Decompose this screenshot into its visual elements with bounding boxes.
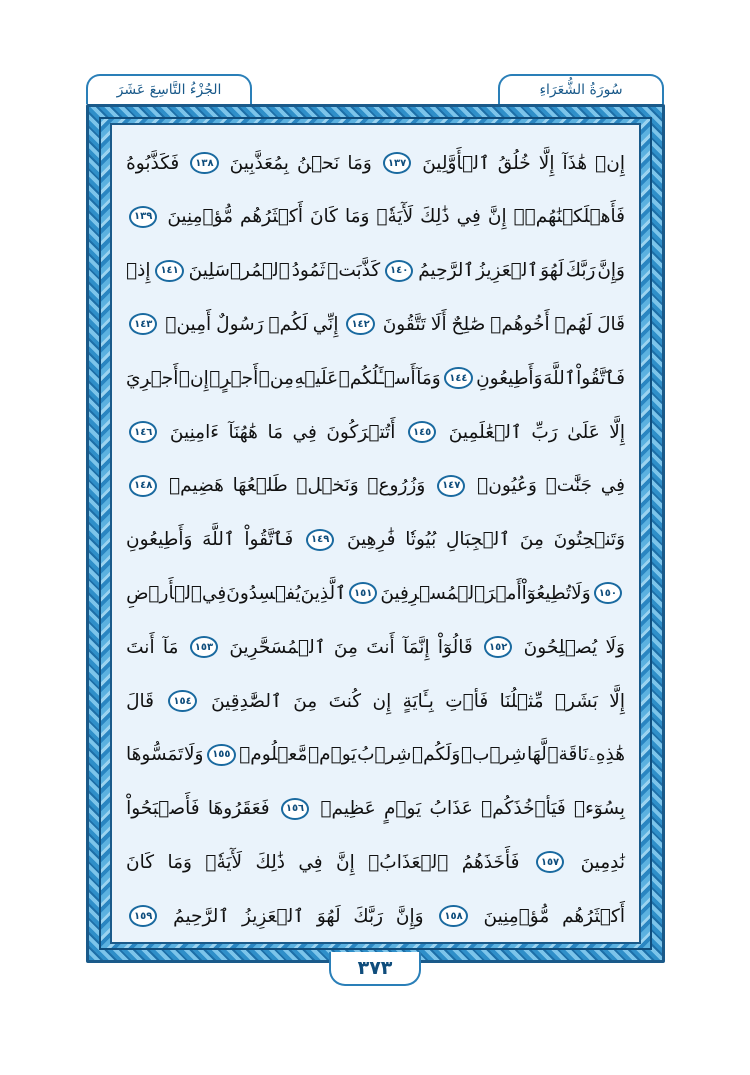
verse-word: مَّعۡلُومٖ xyxy=(239,744,308,766)
verse-word: قَالَ xyxy=(126,690,154,712)
verse-word: قَالَ xyxy=(597,313,625,335)
verse-word: يَوۡمٍ xyxy=(383,798,422,820)
verse-word: ٱلۡعَزِيزُ xyxy=(476,260,539,282)
verse-line xyxy=(112,681,639,721)
verse-word: نَاقَةٞ xyxy=(547,744,589,766)
verse-word: جَنَّٰتٖ xyxy=(545,475,592,497)
verse-word: ٱلۡجِبَالِ xyxy=(445,529,511,551)
verse-line xyxy=(112,896,639,936)
verse-word: فَأَصۡبَحُواْ xyxy=(126,798,200,820)
verse-word: نَٰدِمِينَ xyxy=(580,851,625,873)
verse-word: هَٰهُنَآ xyxy=(228,421,258,443)
verse-word: بِـَٔايَةٍ xyxy=(402,690,434,712)
verse-word: شِرۡبٞ xyxy=(460,744,527,766)
verse-word: وَمَا xyxy=(167,851,192,873)
verse-word: إِنِّي xyxy=(312,313,339,335)
verse-word: رَبَّكَ xyxy=(565,260,596,282)
page-number-badge xyxy=(329,952,421,986)
juz-name: الجُزْءُ التَّاسِعَ عَشَرَ xyxy=(116,82,222,98)
verse-line xyxy=(112,143,639,183)
page-number: ٣٧٣ xyxy=(357,957,393,979)
verse-word: أَنتَ xyxy=(126,636,155,658)
verse-word: عَظِيمٖ xyxy=(320,798,376,820)
verse-word: فَأۡتِ xyxy=(445,690,489,712)
verse-word: عَلَىٰ xyxy=(567,421,600,443)
verse-word: مَا xyxy=(267,421,284,443)
ayah-number-marker: ١٤١ xyxy=(155,260,183,282)
ayah-number-marker: ١٥٢ xyxy=(484,636,512,658)
verse-word: فَأَهۡلَكۡنَٰهُمۡۚ xyxy=(513,206,625,228)
verse-word: كَانَ xyxy=(309,206,338,228)
verse-line xyxy=(112,304,639,344)
ayah-number-marker: ١٤٨ xyxy=(129,475,157,497)
verse-word: مِنَ xyxy=(293,690,318,712)
verse-word: لَهُمۡ xyxy=(554,313,593,335)
verse-word: ٱلۡمُسۡرِفِينَ xyxy=(380,582,486,604)
verse-word: وَتَنۡحِتُونَ xyxy=(553,529,625,551)
verse-word: أَكۡثَرُهُم xyxy=(562,905,625,927)
verse-word: لَكُمۡ xyxy=(268,313,308,335)
verse-word: أَسۡـَٔلُكُمۡ xyxy=(338,367,416,389)
verse-word: أَكۡثَرُهُم xyxy=(240,206,303,228)
verse-word: لَهُوَ xyxy=(316,905,341,927)
verse-word: مَآ xyxy=(162,636,179,658)
ayah-number-marker: ١٥٦ xyxy=(281,798,309,820)
verse-word: ٱلۡمُرۡسَلِينَ xyxy=(188,260,290,282)
verse-word: إِلَّا xyxy=(609,690,625,712)
verse-word: ٱلرَّحِيمُ xyxy=(418,260,475,282)
verse-word: إِنۡ xyxy=(595,152,625,174)
verse-word: وَإِنَّ xyxy=(597,260,625,282)
verse-word: رَبَّكَ xyxy=(353,905,384,927)
verse-word: لَّهَا xyxy=(526,744,547,766)
verse-word: عَذَابُ xyxy=(429,798,473,820)
page-ornamental-border xyxy=(86,104,665,963)
verse-word: فَعَقَرُوهَا xyxy=(207,798,270,820)
verse-word: هَٰذَآ xyxy=(562,152,588,174)
verse-word: فِي xyxy=(201,582,227,604)
verse-word: إِلَّا xyxy=(609,421,625,443)
ayah-number-marker: ١٤٤ xyxy=(444,367,472,389)
verse-word: وَلَكُمۡ xyxy=(412,744,461,766)
verse-word: ثَمُودُ xyxy=(291,260,326,282)
verse-word: قَالُوٓاْ xyxy=(437,636,473,658)
verse-word: إِنَّ xyxy=(487,206,507,228)
verse-word: بَشَرٞ xyxy=(554,690,598,712)
verse-word: فِي xyxy=(600,475,625,497)
verse-word: أَلَا xyxy=(430,313,447,335)
verse-word: يَوۡمٖ xyxy=(308,744,357,766)
verse-word: ٱلۡأَرۡضِ xyxy=(126,582,202,604)
verse-line xyxy=(112,466,639,506)
verse-word: شِرۡبُ xyxy=(357,744,412,766)
verse-word: عَلَيۡهِ xyxy=(294,367,339,389)
verse-word: فَكَذَّبُوهُ xyxy=(126,152,180,174)
verse-word: فَأَخَذَهُمُ xyxy=(461,851,520,873)
ayah-number-marker: ١٤٧ xyxy=(437,475,465,497)
ayah-number-marker: ١٤٦ xyxy=(129,421,157,443)
verse-line xyxy=(112,573,639,613)
verse-word: أَمِينٞ xyxy=(165,313,212,335)
verse-word: ٱلرَّحِيمُ xyxy=(173,905,230,927)
verse-word: ٱللَّهَ xyxy=(543,367,576,389)
verse-word: ٱللَّهَ xyxy=(202,529,235,551)
ayah-number-marker: ١٤٥ xyxy=(408,421,436,443)
ayah-number-marker: ١٥٤ xyxy=(168,690,196,712)
verse-word: مِنَ xyxy=(333,636,358,658)
verse-word: كَانَ xyxy=(126,851,155,873)
verse-word: إِذۡ xyxy=(126,260,151,282)
verse-word: إِنَّمَآ xyxy=(402,636,430,658)
verse-word: لَهُوَ xyxy=(540,260,564,282)
verse-word: تَتَّقُونَ xyxy=(382,313,426,335)
verse-word: أَجۡرِيَ xyxy=(126,367,179,389)
ayah-number-marker: ١٥٧ xyxy=(536,851,564,873)
verse-word: ذَٰلِكَ xyxy=(255,851,285,873)
verse-word: فِي xyxy=(292,421,317,443)
text-panel xyxy=(110,123,641,944)
ayah-number-marker: ١٣٧ xyxy=(383,152,411,174)
surah-name: سُورَةُ الشُّعَرَاءِ xyxy=(539,82,623,98)
verse-word: فَيَأۡخُذَكُمۡ xyxy=(481,798,566,820)
verse-word: وَلَا xyxy=(184,744,204,766)
ayah-number-marker: ١٣٩ xyxy=(129,206,157,228)
ayah-number-marker: ١٥٥ xyxy=(207,744,235,766)
verse-word: بِسُوٓءٖ xyxy=(573,798,625,820)
verse-word: كُنتَ xyxy=(328,690,362,712)
verse-word: وَعُيُونٖ xyxy=(477,475,537,497)
ayah-number-marker: ١٥٨ xyxy=(439,905,467,927)
ayah-number-marker: ١٥٣ xyxy=(190,636,218,658)
verse-word: فِي xyxy=(298,851,323,873)
ayah-number-marker: ١٤٠ xyxy=(385,260,413,282)
verse-word: طَلۡعُهَا xyxy=(232,475,288,497)
verse-word: وَنَخۡلٖ xyxy=(296,475,359,497)
verse-word: رَبِّ xyxy=(531,421,558,443)
verse-word: تَمَسُّوهَا xyxy=(126,744,184,766)
verse-word: وَأَطِيعُونِ xyxy=(476,367,543,389)
verse-word: فَٱتَّقُواْ xyxy=(244,529,294,551)
verse-word: ٱلۡأَوَّلِينَ xyxy=(422,152,490,174)
verse-word: هَضِيمٞ xyxy=(169,475,224,497)
verse-word: كَذَّبَتۡ xyxy=(327,260,381,282)
verse-word: ٱلَّذِينَ xyxy=(300,582,347,604)
ayah-number-marker: ١٥٠ xyxy=(594,582,622,604)
verse-line xyxy=(112,197,639,237)
verse-line xyxy=(112,627,639,667)
verse-word: لَأٓيَةٗۖ xyxy=(376,206,414,228)
ayah-number-marker: ١٤٩ xyxy=(306,529,334,551)
verse-word: مِنَ xyxy=(519,529,544,551)
verse-word: ٱلصَّٰدِقِينَ xyxy=(211,690,282,712)
verse-word: إِنَّ xyxy=(336,851,355,873)
verse-word: يُصۡلِحُونَ xyxy=(523,636,598,658)
ayah-number-marker: ١٥١ xyxy=(349,582,377,604)
ayah-number-marker: ١٥٩ xyxy=(129,905,157,927)
verse-word: أَخُوهُمۡ xyxy=(490,313,550,335)
verse-word: رَسُولٌ xyxy=(216,313,264,335)
verse-line xyxy=(112,358,639,398)
verse-word: صَٰلِحٌ xyxy=(451,313,486,335)
verse-word: يُفۡسِدُونَ xyxy=(226,582,301,604)
verse-word: وَمَا xyxy=(347,152,372,174)
verse-word: أَتُتۡرَكُونَ xyxy=(326,421,396,443)
verse-word: ٱلۡمُسَحَّرِينَ xyxy=(229,636,326,658)
verse-word: لَأٓيَةٗۖ xyxy=(205,851,243,873)
verse-word: فِي xyxy=(456,206,481,228)
verse-word: وَأَطِيعُونِ xyxy=(126,529,193,551)
verse-word: مِّثۡلُنَا xyxy=(499,690,544,712)
verse-word: فَٰرِهِينَ xyxy=(347,529,396,551)
verse-word: مُّؤۡمِنِينَ xyxy=(167,206,234,228)
verse-word: وَمَا xyxy=(344,206,370,228)
verse-line xyxy=(112,789,639,829)
verse-word: أَنتَ xyxy=(366,636,395,658)
verse-word: ٱلۡعَذَابُۚ xyxy=(368,851,449,873)
verse-word: ذَٰلِكَ xyxy=(420,206,450,228)
verse-word: مِنۡ xyxy=(258,367,294,389)
verse-word: أَمۡرَ xyxy=(485,582,522,604)
verse-word: تُطِيعُوٓاْ xyxy=(521,582,572,604)
ayah-number-marker: ١٤٢ xyxy=(346,313,374,335)
verse-word: إِنۡ xyxy=(178,367,209,389)
verse-line xyxy=(112,412,639,452)
ayah-number-marker: ١٤٣ xyxy=(129,313,157,335)
verse-word: فَٱتَّقُواْ xyxy=(576,367,625,389)
verse-word: خُلُقُ xyxy=(497,152,531,174)
verse-word: أَجۡرٍۖ xyxy=(209,367,259,389)
verse-word: ءَامِنِينَ xyxy=(169,421,219,443)
verse-word: هَٰذِهِۦ xyxy=(588,744,625,766)
verse-word: إِلَّا xyxy=(538,152,555,174)
surah-name-header xyxy=(498,74,664,104)
verse-word: وَلَا xyxy=(605,636,625,658)
verse-word: وَزُرُوعٖ xyxy=(367,475,426,497)
juz-name-header xyxy=(86,74,252,104)
verse-line xyxy=(112,842,639,882)
verse-word: بُيُوتٗا xyxy=(405,529,437,551)
verse-word: نَحۡنُ xyxy=(297,152,340,174)
verse-line xyxy=(112,735,639,775)
verse-line xyxy=(112,520,639,560)
verse-word: إِن xyxy=(372,690,392,712)
verse-word: وَمَآ xyxy=(416,367,441,389)
verse-word: ٱلۡعَزِيزُ xyxy=(241,905,305,927)
verse-line xyxy=(112,251,639,291)
verse-word: ٱلۡعَٰلَمِينَ xyxy=(448,421,522,443)
verse-word: مُّؤۡمِنِينَ xyxy=(483,905,550,927)
verse-word: وَإِنَّ xyxy=(395,905,424,927)
verse-word: بِمُعَذَّبِينَ xyxy=(229,152,289,174)
ayah-number-marker: ١٣٨ xyxy=(190,152,218,174)
verse-word: وَلَا xyxy=(571,582,591,604)
